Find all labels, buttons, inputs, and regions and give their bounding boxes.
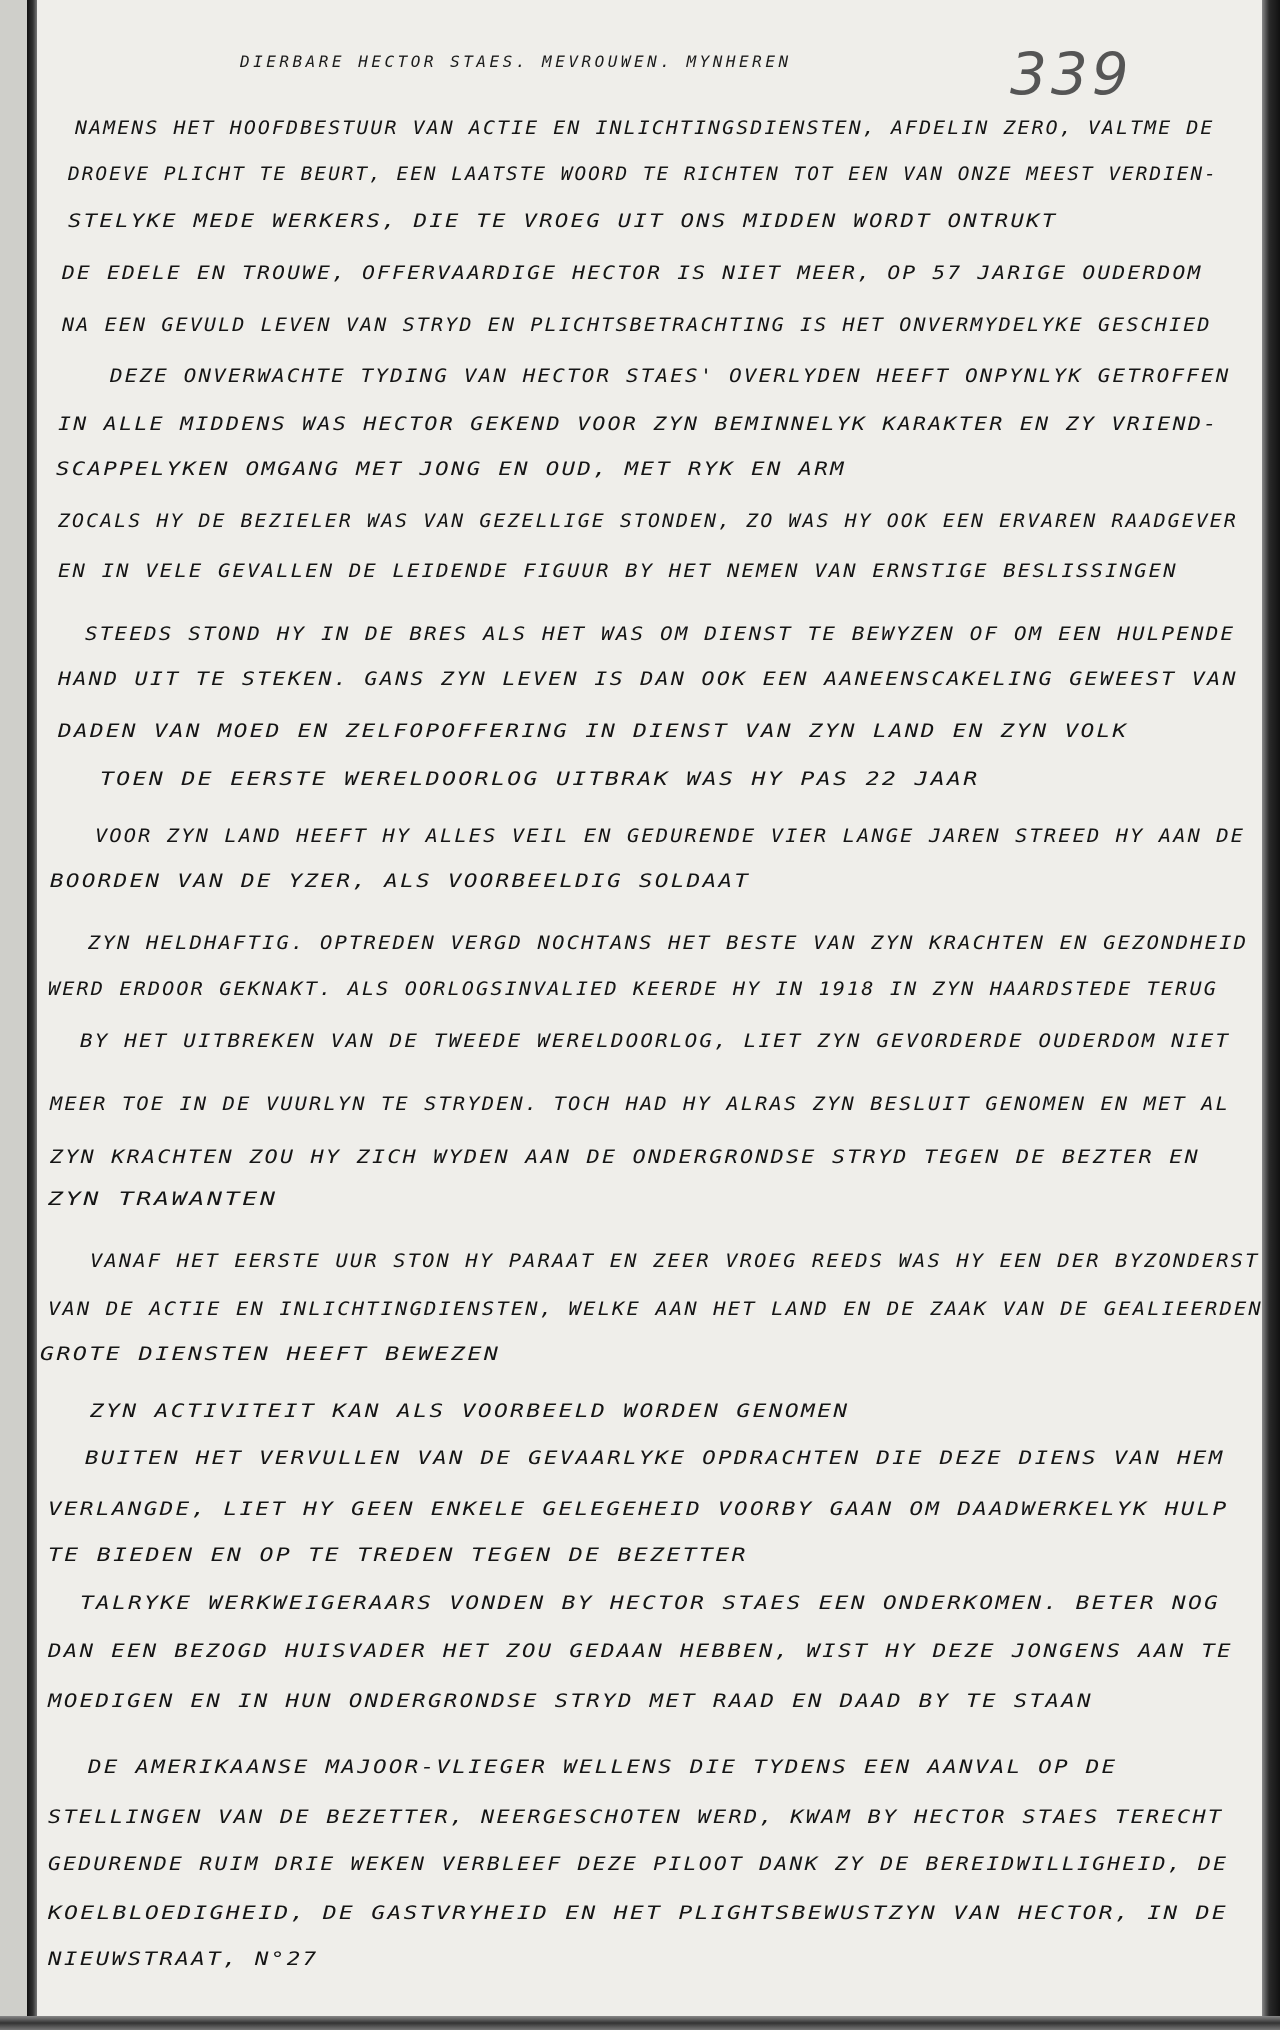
text-line: ZYN ACTIVITEIT KAN ALS VOORBEELD WORDEN GENOMEN — [90, 1400, 850, 1422]
text-line: STEEDS STOND HY IN DE BRES ALS HET WAS OM DIENST TE BEWYZEN OF OM EEN HULPENDE — [85, 623, 1236, 645]
text-line: DAN EEN BEZOGD HUISVADER HET ZOU GEDAAN HEBBEN, WIST HY DEZE JONGENS AAN TE — [48, 1640, 1233, 1662]
scan-margin — [0, 0, 27, 2030]
text-line: STELYKE MEDE WERKERS, DIE TE VROEG UIT ONS MIDDEN WORDT ONTRUKT — [68, 210, 1058, 232]
text-line: GEDURENDE RUIM DRIE WEKEN VERBLEEF DEZE PILOOT DANK ZY DE BEREIDWILLIGHEID, DE — [48, 1853, 1229, 1875]
text-line: NAMENS HET HOOFDBESTUUR VAN ACTIE EN INLICHTINGSDIENSTEN, AFDELIN ZERO, VALTME DE — [75, 117, 1215, 139]
text-line: DEZE ONVERWACHTE TYDING VAN HECTOR STAES' OVERLYDEN HEEFT ONPYNLYK GETROFFEN — [110, 365, 1231, 387]
text-line: STELLINGEN VAN DE BEZETTER, NEERGESCHOTEN WERD, KWAM BY HECTOR STAES TERECHT — [48, 1806, 1224, 1828]
text-line: KOELBLOEDIGHEID, DE GASTVRYHEID EN HET PLIGHTSBEWUSTZYN VAN HECTOR, IN DE — [48, 1902, 1229, 1924]
page-border-right — [1262, 0, 1280, 2030]
text-line: TOEN DE EERSTE WERELDOORLOG UITBRAK WAS HY PAS 22 JAAR — [100, 768, 980, 790]
text-line: VERLANGDE, LIET HY GEEN ENKELE GELEGEHEID VOORBY GAAN OM DAADWERKELYK HULP — [48, 1498, 1229, 1520]
text-line: DROEVE PLICHT TE BEURT, EEN LAATSTE WOORD TE RICHTEN TOT EEN VAN ONZE MEEST VERDIEN- — [68, 163, 1218, 185]
text-line: BY HET UITBREKEN VAN DE TWEEDE WERELDOORLOG, LIET ZYN GEVORDERDE OUDERDOM NIET — [80, 1030, 1231, 1052]
text-line: DE EDELE EN TROUWE, OFFERVAARDIGE HECTOR IS NIET MEER, OP 57 JARIGE OUDERDOM — [62, 262, 1203, 284]
page-border-left — [27, 0, 37, 2030]
text-line: BUITEN HET VERVULLEN VAN DE GEVAARLYKE OPDRACHTEN DIE DEZE DIENS VAN HEM — [85, 1447, 1225, 1469]
letter-salutation: DIERBARE HECTOR STAES. MEVROUWEN. MYNHEREN — [240, 52, 792, 71]
text-line: ZOCALS HY DE BEZIELER WAS VAN GEZELLIGE STONDEN, ZO WAS HY OOK EEN ERVAREN RAADGEVER — [58, 510, 1238, 532]
text-line: VANAF HET EERSTE UUR STON HY PARAAT EN ZEER VROEG REEDS WAS HY EEN DER BYZONDERST — [90, 1250, 1260, 1272]
text-line: WERD ERDOOR GEKNAKT. ALS OORLOGSINVALIED KEERDE HY IN 1918 IN ZYN HAARDSTEDE TERUG — [48, 978, 1218, 1000]
page-number: 339 — [1010, 40, 1133, 108]
text-line: MOEDIGEN EN IN HUN ONDERGRONDSE STRYD MET RAAD EN DAAD BY TE STAAN — [48, 1690, 1093, 1712]
text-line: IN ALLE MIDDENS WAS HECTOR GEKEND VOOR ZYN BEMINNELYK KARAKTER EN ZY VRIEND- — [58, 413, 1219, 435]
text-line: NA EEN GEVULD LEVEN VAN STRYD EN PLICHTSBETRACHTING IS HET ONVERMYDELYKE GESCHIED — [62, 314, 1212, 336]
text-line: DADEN VAN MOED EN ZELFOPOFFERING IN DIENST VAN ZYN LAND EN ZYN VOLK — [58, 720, 1129, 742]
text-line: GROTE DIENSTEN HEEFT BEWEZEN — [40, 1343, 501, 1365]
text-line: VOOR ZYN LAND HEEFT HY ALLES VEIL EN GEDURENDE VIER LANGE JAREN STREED HY AAN DE — [95, 825, 1246, 847]
text-line: TALRYKE WERKWEIGERAARS VONDEN BY HECTOR STAES EEN ONDERKOMEN. BETER NOG — [80, 1592, 1221, 1614]
text-line: ZYN TRAWANTEN — [48, 1188, 278, 1210]
page-border-bottom — [0, 2016, 1280, 2030]
text-line: DE AMERIKAANSE MAJOOR-VLIEGER WELLENS DIE TYDENS EEN AANVAL OP DE — [88, 1756, 1118, 1778]
text-line: MEER TOE IN DE VUURLYN TE STRYDEN. TOCH HAD HY ALRAS ZYN BESLUIT GENOMEN EN MET AL — [50, 1093, 1231, 1115]
text-line: VAN DE ACTIE EN INLICHTINGDIENSTEN, WELKE AAN HET LAND EN DE ZAAK VAN DE GEALIEERDEN — [48, 1298, 1263, 1320]
text-line: HAND UIT TE STEKEN. GANS ZYN LEVEN IS DAN OOK EEN AANEENSCAKELING GEWEEST VAN — [58, 668, 1238, 690]
text-line: BOORDEN VAN DE YZER, ALS VOORBEELDIG SOLDAAT — [50, 870, 751, 892]
text-line: ZYN KRACHTEN ZOU HY ZICH WYDEN AAN DE ONDERGRONDSE STRYD TEGEN DE BEZTER EN — [50, 1146, 1200, 1168]
text-line: TE BIEDEN EN OP TE TREDEN TEGEN DE BEZETTER — [48, 1544, 748, 1566]
text-line: SCAPPELYKEN OMGANG MET JONG EN OUD, MET RYK EN ARM — [56, 458, 846, 480]
text-line: EN IN VELE GEVALLEN DE LEIDENDE FIGUUR BY HET NEMEN VAN ERNSTIGE BESLISSINGEN — [58, 560, 1178, 582]
text-line: ZYN HELDHAFTIG. OPTREDEN VERGD NOCHTANS HET BESTE VAN ZYN KRACHTEN EN GEZONDHEID — [88, 932, 1249, 954]
text-line: NIEUWSTRAAT, N°27 — [48, 1948, 319, 1970]
